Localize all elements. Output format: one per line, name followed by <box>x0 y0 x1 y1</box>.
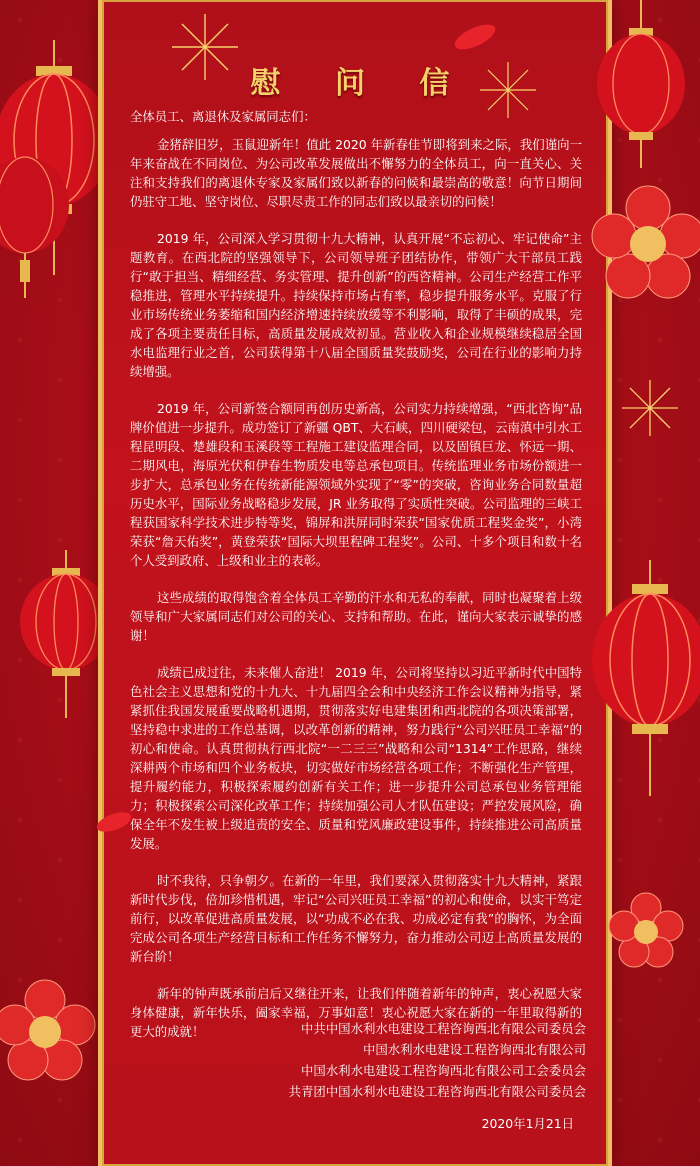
letter-salutation: 全体员工、离退休及家属同志们： <box>130 109 316 124</box>
flower-icon <box>588 180 700 310</box>
letter-date: 2020年1月21日 <box>481 1116 574 1131</box>
flower-icon <box>606 890 686 970</box>
letter-paragraph: 2019 年，公司深入学习贯彻十九大精神，认真开展“不忘初心、牢记使命”主题教育。在西北院的坚强领导下，公司领导班子团结协作，带领广大干部员工践行“敢于担当、精细经营、务实管理、提升创新”的西咨精神。公司生产经营工作平稳推进，管理水平持续提升。持续保持市场占有率，稳步提升服务水平。克服了行业市场传统业务萎缩和国内经济增速持续放缓等不利影响，取得了丰硕的成果，完成了各项主要责任目标，高质量发展成效初显。营业收入和企业规模继续稳居全国水电监理行业之首，公司获得第十八届全国质量奖鼓励奖，公司在行业的影响力持续增强。 <box>130 231 582 379</box>
letter-paragraph: 2019 年，公司新签合额同再创历史新高，公司实力持续增强，“西北咨询”品牌价值进一步提升。成功签订了新疆 QBT、大石峡，四川硬梁包，云南滇中引水工程昆明段、楚雄段和玉溪段等工程施工建设监理合同，以及固镇巨龙、怀远一期、二期风电，海原光伏和伊春生物质发电等总承包项目。传统监理业务市场份额进一步扩大，总承包业务在传统新能源领域外实现了“零”的突破，咨询业务合同数量超历史水平，国际业务战略稳步发展，JR 业务取得了实质性突破。公司监理的三峡工程获国家科学技术进步特等奖，锦屏和洪屏同时荣获“国家优质工程奖金奖”，小湾荣获“詹天佑奖”，黄登荣获“国际大坝里程碑工程奖”。公司、十多个项目和数十名个人受到政府、上级和业主的表彰。 <box>130 401 582 568</box>
signature-line: 中国水利水电建设工程咨询西北有限公司 <box>362 1042 586 1057</box>
signature-line: 中国水利水电建设工程咨询西北有限公司工会委员会 <box>301 1063 586 1078</box>
flower-icon <box>0 975 100 1085</box>
letter-body <box>130 107 582 1059</box>
letter-title: 慰 问 信 <box>250 66 472 101</box>
firework-icon <box>620 378 680 438</box>
lantern-icon <box>0 150 70 300</box>
lantern-icon <box>590 560 700 800</box>
signature-line: 中共中国水利水电建设工程咨询西北有限公司委员会 <box>301 1021 586 1036</box>
signature-block <box>256 1018 586 1102</box>
letter-paragraph: 新年的钟声既承前启后又继往开来，让我们伴随着新年的钟声，衷心祝愿大家身体健康，新年快乐，阖家幸福，万事如意！衷心祝愿大家在新的一年里取得新的更大的成就！ <box>130 986 582 1039</box>
petal-icon <box>94 808 134 836</box>
petal-icon <box>452 22 498 52</box>
letter-paragraph: 成绩已成过往，未来催人奋进！ 2019 年，公司将坚持以习近平新时代中国特色社会主义思想和党的十九大、十九届四全会和中央经济工作会议精神为指导，紧紧抓住我国发展重要战略机遇期，贯彻落实好电建集团和西北院的各项决策部署，坚持稳中求进的工作总基调，以改革创新的精神，努力践行“公司兴旺员工幸福”的初心和使命。认真贯彻执行西北院“一二三三”战略和公司“1314”工作思路，继续深耕两个市场和四个业务板块，切实做好市场经营各项工作；不断强化生产管理，提升履约能力，积极探索履约创新有关工作；进一步提升公司总承包业务管理能力；积极探索公司深化改革工作；持续加强公司人才队伍建设；严控发展风险，确保全年不发生被上级追责的安全、质量和党风廉政建设事件，持续推进公司高质量发展。 <box>130 665 582 851</box>
letter-paragraph: 时不我待，只争朝夕。在新的一年里，我们要深入贯彻落实十九大精神，紧跟新时代步伐，倍加珍惜机遇，牢记“公司兴旺员工幸福”的初心和使命，以实干笃定前行，以改革促进高质量发展，以“功成不必在我、功成必定有我”的胸怀，为全面完成公司各项生产经营目标和工作任务不懈努力，奋力推动公司迈上高质量发展的新台阶！ <box>130 873 582 964</box>
letter-paragraph: 这些成绩的取得饱含着全体员工辛勤的汗水和无私的奉献，同时也凝聚着上级领导和广大家属同志们对公司的关心、支持和帮助。在此，谨向大家表示诚挚的感谢！ <box>130 590 582 643</box>
signature-line: 共青团中国水利水电建设工程咨询西北有限公司委员会 <box>288 1084 586 1099</box>
letter-paragraph: 金猪辞旧岁，玉鼠迎新年！值此 2020 年新春佳节即将到来之际，我们谨向一年来奋战在不同岗位、为公司改革发展做出不懈努力的全体员工，向一直关心、关注和支持我们的离退休专家及家属们致以新春的问候和最崇高的敬意！向节日期间仍驻守工地、坚守岗位、尽职尽责工作的同志们致以最亲切的问候！ <box>130 137 582 209</box>
